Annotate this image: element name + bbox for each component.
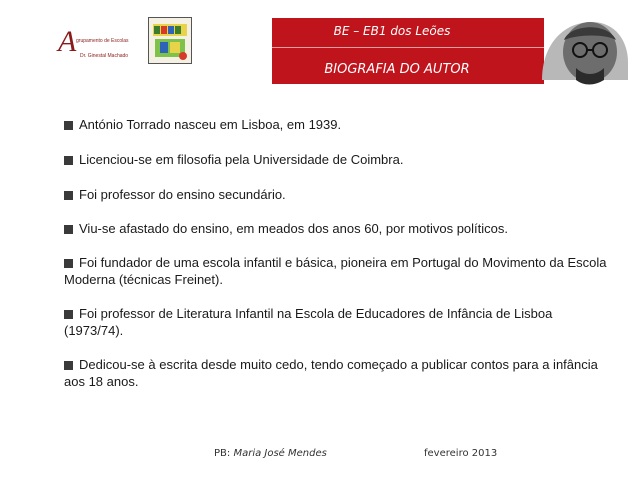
school-logo (58, 22, 150, 68)
footer-date: fevereiro 2013 (424, 448, 498, 459)
author-portrait-illustration (534, 18, 630, 88)
slide-header (0, 0, 638, 90)
square-bullet-icon (64, 121, 73, 130)
biography-text: António Torrado nasceu em Lisboa, em 1939. (79, 117, 342, 132)
biography-item (64, 186, 612, 203)
square-bullet-icon (64, 259, 73, 268)
biography-text: Dedicou-se à escrita desde muito cedo, tendo começado a publicar contos para a infância aos 18 anos. (64, 357, 598, 389)
square-bullet-icon (64, 191, 73, 200)
biography-text: Foi professor de Literatura Infantil na Escola de Educadores de Infância de Lisboa (1973/74). (64, 306, 553, 338)
square-bullet-icon (64, 310, 73, 319)
biography-item (64, 254, 612, 288)
biography-text: Foi fundador de uma escola infantil e básica, pioneira em Portugal do Movimento da Escola Moderna (técnicas Freinet). (64, 255, 607, 287)
logo-letter: A (58, 25, 77, 58)
library-badge-image (148, 17, 192, 64)
footer-author-name: Maria José Mendes (233, 448, 327, 459)
footer-prefix: PB: (214, 448, 234, 459)
header-title-band (272, 18, 544, 84)
footer-author (214, 448, 327, 459)
biography-text: Foi professor do ensino secundário. (79, 187, 286, 202)
band-divider (272, 47, 544, 48)
biography-text: Licenciou-se em filosofia pela Universidade de Coimbra. (79, 152, 404, 167)
biography-text: Viu-se afastado do ensino, em meados dos anos 60, por motivos políticos. (79, 221, 509, 236)
logo-text-line1: grupamento de Escolas (76, 38, 129, 44)
square-bullet-icon (64, 156, 73, 165)
school-title: BE – EB1 dos Leões (333, 24, 451, 38)
biography-item (64, 220, 612, 237)
logo-text-line2: Dr. Ginestal Machado (80, 53, 129, 59)
biography-item (64, 305, 612, 339)
square-bullet-icon (64, 361, 73, 370)
biography-item (64, 151, 612, 168)
biography-item (64, 116, 612, 133)
biography-item (64, 356, 612, 390)
author-portrait (534, 18, 630, 88)
section-title: BIOGRAFIA DO AUTOR (324, 62, 470, 77)
square-bullet-icon (64, 225, 73, 234)
library-badge-icon (149, 18, 191, 63)
